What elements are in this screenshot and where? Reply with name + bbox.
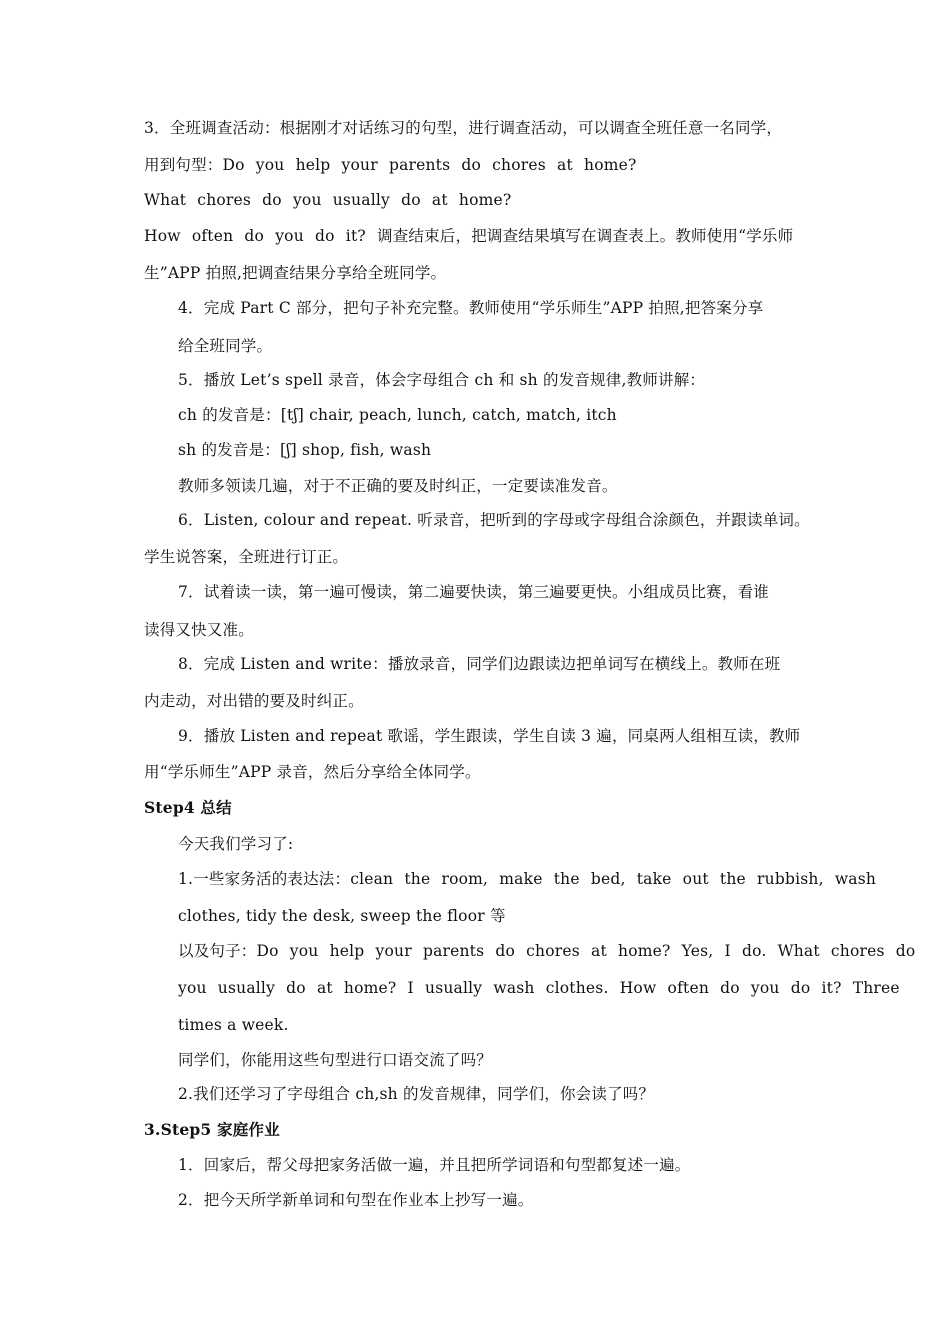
text-line: 同学们，你能用这些句型进行口语交流了吗？ (178, 1051, 493, 1069)
text-line: 读得又快又准。 (144, 621, 254, 639)
text-line: clothes, tidy the desk, sweep the floor 等 (178, 907, 506, 925)
text-line: 学生说答案，全班进行订正。 (144, 548, 349, 566)
text-line: 8．完成 Listen and write：播放录音，同学们边跟读边把单词写在横线上。教师在班 (178, 655, 781, 673)
text-line: 2．把今天所学新单词和句型在作业本上抄写一遍。 (178, 1191, 534, 1209)
text-line: ch 的发音是：[tʃ] chair, peach, lunch, catch, match, itch (178, 406, 617, 424)
text-line: What chores do you usually do at home? (144, 191, 512, 209)
text-line: you usually do at home? I usually wash clothes. How often do you do it? Three (178, 979, 900, 997)
text-line: 1．回家后，帮父母把家务活做一遍，并且把所学词语和句型都复述一遍。 (178, 1156, 691, 1174)
text-line: 2.我们还学习了字母组合 ch,sh 的发音规律，同学们，你会读了吗？ (178, 1085, 655, 1103)
text-line: 用“学乐师生”APP 录音，然后分享给全体同学。 (144, 763, 481, 781)
text-line: 4．完成 Part C 部分，把句子补充完整。教师使用“学乐师生”APP 拍照,把答案分享 (178, 299, 764, 317)
text-line: 用到句型：Do you help your parents do chores at home? (144, 156, 637, 174)
section-heading-step5: 3.Step5 家庭作业 (144, 1120, 280, 1139)
text-line: sh 的发音是：[ʃ] shop, fish, wash (178, 441, 432, 459)
text-line: 生”APP 拍照,把调查结果分享给全班同学。 (144, 264, 447, 282)
text-line: How often do you do it? 调查结束后，把调查结果填写在调查表上。教师使用“学乐师 (144, 227, 794, 245)
text-line: 给全班同学。 (178, 337, 273, 355)
text-line: 5．播放 Let’s spell 录音，体会字母组合 ch 和 sh 的发音规律,教师讲解： (178, 371, 706, 389)
text-line: 以及句子：Do you help your parents do chores at home? Yes, I do. What chores do (178, 942, 916, 960)
text-line: times a week. (178, 1016, 289, 1034)
text-line: 内走动，对出错的要及时纠正。 (144, 692, 364, 710)
text-line: 7．试着读一读，第一遍可慢读，第二遍要快读，第三遍要更快。小组成员比赛，看谁 (178, 583, 769, 601)
text-line: 教师多领读几遍，对于不正确的要及时纠正，一定要读准发音。 (178, 477, 618, 495)
text-line: 1.一些家务活的表达法：clean the room, make the bed, take out the rubbish, wash (178, 870, 877, 888)
section-heading-step4: Step4 总结 (144, 798, 232, 817)
text-line: 9．播放 Listen and repeat 歌谣，学生跟读，学生自读 3 遍，同桌两人组相互读，教师 (178, 727, 801, 745)
text-line: 6．Listen, colour and repeat. 听录音，把听到的字母或字母组合涂颜色，并跟读单词。 (178, 511, 810, 529)
text-line: 3．全班调查活动：根据刚才对话练习的句型，进行调查活动，可以调查全班任意一名同学， (144, 119, 783, 137)
text-line: 今天我们学习了: (178, 835, 294, 853)
